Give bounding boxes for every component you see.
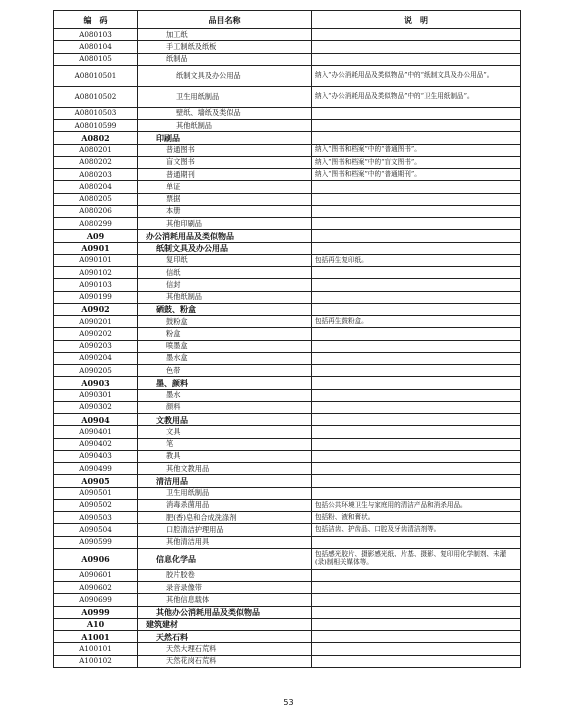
item-code: A08010599	[54, 120, 138, 132]
item-name: 墨水	[138, 389, 312, 401]
item-note	[312, 463, 521, 475]
table-row	[54, 414, 521, 426]
table-row	[54, 569, 521, 581]
item-code: A090101	[54, 254, 138, 266]
item-note	[312, 450, 521, 462]
item-code: A08010503	[54, 107, 138, 119]
item-code: A080202	[54, 156, 138, 168]
item-name: 普通期刊	[138, 169, 312, 181]
item-note	[312, 132, 521, 144]
table-row	[54, 107, 521, 119]
item-note: 包括再生鼓粉盒。	[312, 316, 521, 328]
item-code: A080105	[54, 53, 138, 65]
item-code: A0905	[54, 475, 138, 487]
item-name: 信纸	[138, 267, 312, 279]
item-name: 色带	[138, 365, 312, 377]
item-code: A090599	[54, 536, 138, 548]
item-code: A090102	[54, 267, 138, 279]
table-row	[54, 144, 521, 156]
header-code: 编 码	[54, 11, 138, 29]
item-note: 包括洁齿、护齿品、口腔及牙齿清洁剂等。	[312, 524, 521, 536]
item-name: 粉盒	[138, 328, 312, 340]
item-name: 笔	[138, 438, 312, 450]
item-name: 文教用品	[138, 414, 312, 426]
item-code: A090501	[54, 487, 138, 499]
table-row	[54, 230, 521, 242]
item-name: 消毒杀菌用品	[138, 499, 312, 511]
item-code: A09	[54, 230, 138, 242]
header-name: 品目名称	[138, 11, 312, 29]
item-name: 卫生用纸制品	[138, 86, 312, 107]
item-code: A090199	[54, 291, 138, 303]
table-row	[54, 487, 521, 499]
item-note	[312, 303, 521, 315]
item-code: A090203	[54, 340, 138, 352]
item-note: 纳入“办公消耗用品及类似物品”中的“卫生用纸制品”。	[312, 86, 521, 107]
item-note	[312, 487, 521, 499]
item-code: A0902	[54, 303, 138, 315]
table-row	[54, 53, 521, 65]
item-name: 壁纸、墙纸及类似品	[138, 107, 312, 119]
table-row	[54, 377, 521, 389]
item-name: 建筑建材	[138, 618, 312, 630]
item-code: A08010502	[54, 86, 138, 107]
table-row	[54, 328, 521, 340]
table-row	[54, 279, 521, 291]
item-code: A090402	[54, 438, 138, 450]
item-code: A090601	[54, 569, 138, 581]
item-name: 录音录像带	[138, 582, 312, 594]
item-name: 墨、颜料	[138, 377, 312, 389]
item-name: 其他纸制品	[138, 120, 312, 132]
table-row	[54, 132, 521, 144]
table-row	[54, 156, 521, 168]
table-row	[54, 582, 521, 594]
table-row	[54, 181, 521, 193]
item-name: 鼓粉盒	[138, 316, 312, 328]
item-code: A090699	[54, 594, 138, 606]
item-name: 加工纸	[138, 29, 312, 41]
table-row	[54, 291, 521, 303]
table-row	[54, 438, 521, 450]
item-note: 包括粉、液和膏状。	[312, 512, 521, 524]
table-row	[54, 86, 521, 107]
item-name: 其他印刷品	[138, 218, 312, 230]
item-note	[312, 29, 521, 41]
item-name: 纸制品	[138, 53, 312, 65]
table-row	[54, 618, 521, 630]
item-code: A0901	[54, 242, 138, 254]
item-note	[312, 377, 521, 389]
item-note	[312, 536, 521, 548]
item-code: A090202	[54, 328, 138, 340]
item-name: 教具	[138, 450, 312, 462]
item-note	[312, 205, 521, 217]
item-name: 纸制文具及办公用品	[138, 65, 312, 86]
item-note	[312, 475, 521, 487]
item-code: A0999	[54, 606, 138, 618]
item-note	[312, 181, 521, 193]
item-note	[312, 606, 521, 618]
table-row	[54, 524, 521, 536]
item-name: 信封	[138, 279, 312, 291]
item-code: A090503	[54, 512, 138, 524]
item-note	[312, 218, 521, 230]
table-row	[54, 65, 521, 86]
item-note: 纳入“图书和档案”中的“普通期刊”。	[312, 169, 521, 181]
item-name: 其他纸制品	[138, 291, 312, 303]
item-name: 印刷品	[138, 132, 312, 144]
item-name: 本册	[138, 205, 312, 217]
table-row	[54, 401, 521, 413]
item-code: A090403	[54, 450, 138, 462]
table-row	[54, 340, 521, 352]
item-code: A090602	[54, 582, 138, 594]
table-row	[54, 193, 521, 205]
item-name: 天然大理石荒料	[138, 643, 312, 655]
table-row	[54, 426, 521, 438]
table-row	[54, 303, 521, 315]
item-note	[312, 426, 521, 438]
item-code: A080204	[54, 181, 138, 193]
table-row	[54, 389, 521, 401]
item-note	[312, 328, 521, 340]
item-name: 喷墨盒	[138, 340, 312, 352]
table-row	[54, 218, 521, 230]
table-row	[54, 475, 521, 487]
table-row	[54, 267, 521, 279]
item-name: 清洁用品	[138, 475, 312, 487]
item-name: 天然花岗石荒料	[138, 655, 312, 667]
item-name: 其他文教用品	[138, 463, 312, 475]
item-name: 墨水盒	[138, 352, 312, 364]
table-row	[54, 254, 521, 266]
item-note	[312, 340, 521, 352]
item-code: A080104	[54, 41, 138, 53]
table-row	[54, 594, 521, 606]
item-code: A090502	[54, 499, 138, 511]
item-code: A090401	[54, 426, 138, 438]
item-note	[312, 107, 521, 119]
item-note: 纳入“办公消耗用品及类似物品”中的“纸制文具及办公用品”。	[312, 65, 521, 86]
table-body	[54, 29, 521, 668]
catalog-table-container	[53, 10, 520, 668]
table-row	[54, 352, 521, 364]
item-note: 包括感光胶片、摄影感光纸、片基、摄影、复印用化学制剂、未灌(录)制相关媒体等。	[312, 548, 521, 569]
item-code: A0903	[54, 377, 138, 389]
item-code: A10	[54, 618, 138, 630]
table-row	[54, 536, 521, 548]
item-code: A100102	[54, 655, 138, 667]
catalog-table	[53, 10, 521, 668]
item-name: 其他办公消耗用品及类似物品	[138, 606, 312, 618]
table-row	[54, 242, 521, 254]
item-note	[312, 53, 521, 65]
item-code: A080203	[54, 169, 138, 181]
table-row	[54, 631, 521, 643]
item-note	[312, 279, 521, 291]
item-name: 办公消耗用品及类似物品	[138, 230, 312, 242]
table-row	[54, 499, 521, 511]
table-row	[54, 606, 521, 618]
header-note: 说 明	[312, 11, 521, 29]
item-name: 其他清洁用具	[138, 536, 312, 548]
table-row	[54, 205, 521, 217]
item-code: A090504	[54, 524, 138, 536]
item-name: 盲文图书	[138, 156, 312, 168]
item-name: 卫生用纸制品	[138, 487, 312, 499]
item-code: A080201	[54, 144, 138, 156]
item-name: 票据	[138, 193, 312, 205]
item-note	[312, 389, 521, 401]
item-note	[312, 267, 521, 279]
item-code: A090302	[54, 401, 138, 413]
item-code: A080206	[54, 205, 138, 217]
item-note	[312, 569, 521, 581]
table-row	[54, 463, 521, 475]
item-code: A080103	[54, 29, 138, 41]
table-row	[54, 169, 521, 181]
item-code: A090499	[54, 463, 138, 475]
item-name: 口腔清洁护理用品	[138, 524, 312, 536]
item-name: 复印纸	[138, 254, 312, 266]
item-code: A090103	[54, 279, 138, 291]
item-note	[312, 594, 521, 606]
table-row	[54, 512, 521, 524]
item-note	[312, 230, 521, 242]
item-note	[312, 618, 521, 630]
item-name: 文具	[138, 426, 312, 438]
table-row	[54, 29, 521, 41]
item-note	[312, 401, 521, 413]
item-name: 天然石料	[138, 631, 312, 643]
item-name: 普通图书	[138, 144, 312, 156]
item-note: 纳入“图书和档案”中的“普通图书”。	[312, 144, 521, 156]
table-row	[54, 450, 521, 462]
item-name: 其他信息载体	[138, 594, 312, 606]
page-number: 53	[283, 698, 294, 707]
table-header-row	[54, 11, 521, 29]
item-note	[312, 352, 521, 364]
item-code: A090201	[54, 316, 138, 328]
table-row	[54, 548, 521, 569]
item-name: 颜料	[138, 401, 312, 413]
item-note	[312, 242, 521, 254]
item-note: 纳入“图书和档案”中的“盲文图书”。	[312, 156, 521, 168]
item-note	[312, 655, 521, 667]
item-code: A0904	[54, 414, 138, 426]
item-name: 纸制文具及办公用品	[138, 242, 312, 254]
table-row	[54, 365, 521, 377]
table-row	[54, 643, 521, 655]
item-note	[312, 365, 521, 377]
item-note	[312, 643, 521, 655]
item-code: A080299	[54, 218, 138, 230]
item-note	[312, 120, 521, 132]
item-note	[312, 41, 521, 53]
item-note	[312, 582, 521, 594]
item-name: 胶片胶卷	[138, 569, 312, 581]
item-name: 信息化学品	[138, 548, 312, 569]
item-note	[312, 631, 521, 643]
item-name: 肥(香)皂和合成洗涤剂	[138, 512, 312, 524]
table-row	[54, 655, 521, 667]
item-note: 包括公共环境卫生与家庭用的清洁产品和消杀用品。	[312, 499, 521, 511]
item-code: A090204	[54, 352, 138, 364]
item-note	[312, 414, 521, 426]
item-name: 单证	[138, 181, 312, 193]
item-code: A08010501	[54, 65, 138, 86]
item-note	[312, 438, 521, 450]
item-note	[312, 291, 521, 303]
item-code: A100101	[54, 643, 138, 655]
item-note	[312, 193, 521, 205]
item-code: A1001	[54, 631, 138, 643]
item-code: A090205	[54, 365, 138, 377]
item-note: 包括再生复印纸。	[312, 254, 521, 266]
table-row	[54, 316, 521, 328]
item-code: A090301	[54, 389, 138, 401]
item-name: 手工制纸及纸板	[138, 41, 312, 53]
item-code: A0802	[54, 132, 138, 144]
item-name: 硒鼓、粉盒	[138, 303, 312, 315]
table-row	[54, 41, 521, 53]
table-row	[54, 120, 521, 132]
item-code: A080205	[54, 193, 138, 205]
item-code: A0906	[54, 548, 138, 569]
